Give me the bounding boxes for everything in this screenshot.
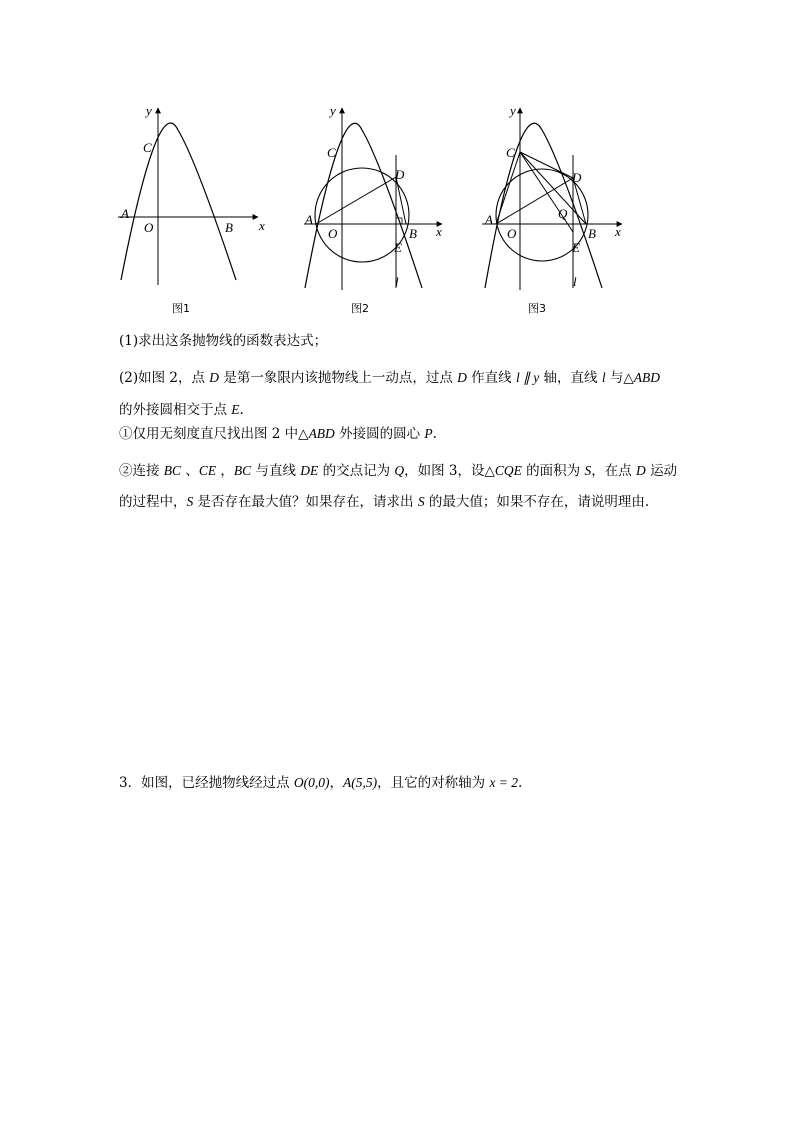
label-A: A — [121, 206, 129, 221]
figure-2-graph — [302, 100, 452, 290]
label-A: A — [485, 212, 493, 227]
label-E: E — [572, 240, 580, 255]
label-B: B — [409, 226, 417, 241]
label-y: y — [510, 103, 516, 118]
label-x: x — [436, 224, 442, 239]
label-x: x — [259, 218, 265, 233]
label-l: l — [573, 274, 577, 289]
question-3: 3．如图，已经抛物线经过点 O(0,0)，A(5,5)，且它的对称轴为 x = 2. — [119, 775, 523, 791]
label-O: O — [507, 226, 517, 241]
label-B: B — [588, 226, 596, 241]
parabola — [121, 123, 236, 280]
label-C: C — [143, 140, 152, 155]
caption-figure-1: 图1 — [172, 302, 190, 315]
segment-CA — [496, 152, 520, 224]
label-D: D — [572, 170, 582, 185]
label-O: O — [144, 220, 154, 235]
question-1: (1)求出这条抛物线的函数表达式； — [119, 333, 328, 349]
label-C: C — [327, 145, 336, 160]
question-2: (2)如图 2，点 D 是第一象限内该抛物线上一动点，过点 D 作直线 l ∥ y 轴，直线 l 与△ABD 的外接圆相交于点 E. — [119, 370, 661, 418]
caption-figure-2: 图2 — [351, 302, 369, 315]
label-C: C — [506, 145, 515, 160]
question-2-part-2: ②连接 BC 、CE ，BC 与直线 DE 的交点记为 Q，如图 3，设△CQE 的面积为 S，在点 D 运动的过程中，S 是否存在最大值？如果存在，请求出 S 的最大值；如果不存在，请说明理由. — [119, 463, 678, 510]
figure-1-graph — [118, 100, 268, 290]
label-B: B — [225, 220, 233, 235]
question-2-part-1: ①仅用无刻度直尺找出图 2 中△ABD 外接圆的圆心 P. — [119, 426, 437, 442]
label-x: x — [615, 224, 621, 239]
parabola — [305, 123, 422, 288]
figure-2 — [302, 100, 452, 290]
figure-1 — [118, 100, 268, 290]
segment-CD — [520, 152, 573, 178]
figure-3-graph — [480, 100, 630, 290]
label-y: y — [330, 103, 336, 118]
label-D: D — [395, 167, 405, 182]
label-E: E — [394, 240, 402, 255]
figure-3 — [480, 100, 630, 290]
label-l: l — [395, 274, 399, 289]
caption-figure-3: 图3 — [528, 302, 546, 315]
label-y: y — [146, 103, 152, 118]
label-A: A — [305, 212, 313, 227]
label-O: O — [328, 226, 338, 241]
label-Q: Q — [558, 206, 568, 221]
